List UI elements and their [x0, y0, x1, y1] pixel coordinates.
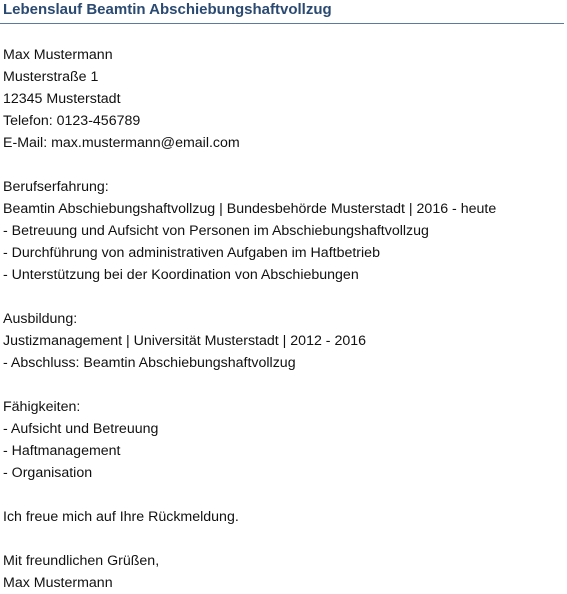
education-bullet: - Abschluss: Beamtin Abschiebungshaftvollzug [3, 355, 296, 371]
spacer [3, 528, 567, 550]
spacer [3, 484, 567, 506]
experience-bullet: - Durchführung von administrativen Aufgaben im Haftbetrieb [3, 245, 380, 261]
document-title: Lebenslauf Beamtin Abschiebungshaftvollzug [3, 1, 332, 18]
experience-bullet: - Betreuung und Aufsicht von Personen im Abschiebungshaftvollzug [3, 223, 429, 239]
title-divider [0, 23, 564, 24]
skills-bullet: - Organisation [3, 465, 93, 481]
education-heading: Ausbildung: [3, 311, 78, 327]
contact-name: Max Mustermann [3, 47, 113, 63]
contact-street: Musterstraße 1 [3, 69, 99, 85]
closing-salutation: Mit freundlichen Grüßen, [3, 553, 160, 569]
experience-heading: Berufserfahrung: [3, 179, 109, 195]
education-entry: Justizmanagement | Universität Musterstadt | 2012 - 2016 [3, 333, 367, 349]
document-body [3, 44, 567, 594]
spacer [3, 286, 567, 308]
skills-bullet: - Aufsicht und Betreuung [3, 421, 159, 437]
contact-phone: Telefon: 0123-456789 [3, 113, 141, 129]
contact-city: 12345 Musterstadt [3, 91, 121, 107]
spacer [3, 374, 567, 396]
closing-signature: Max Mustermann [3, 575, 113, 591]
experience-entry: Beamtin Abschiebungshaftvollzug | Bundesbehörde Musterstadt | 2016 - heute [3, 201, 497, 217]
skills-bullet: - Haftmanagement [3, 443, 121, 459]
skills-heading: Fähigkeiten: [3, 399, 81, 415]
contact-email: E-Mail: max.mustermann@email.com [3, 135, 240, 151]
closing-note: Ich freue mich auf Ihre Rückmeldung. [3, 509, 239, 525]
spacer [3, 154, 567, 176]
experience-bullet: - Unterstützung bei der Koordination von Abschiebungen [3, 267, 359, 283]
